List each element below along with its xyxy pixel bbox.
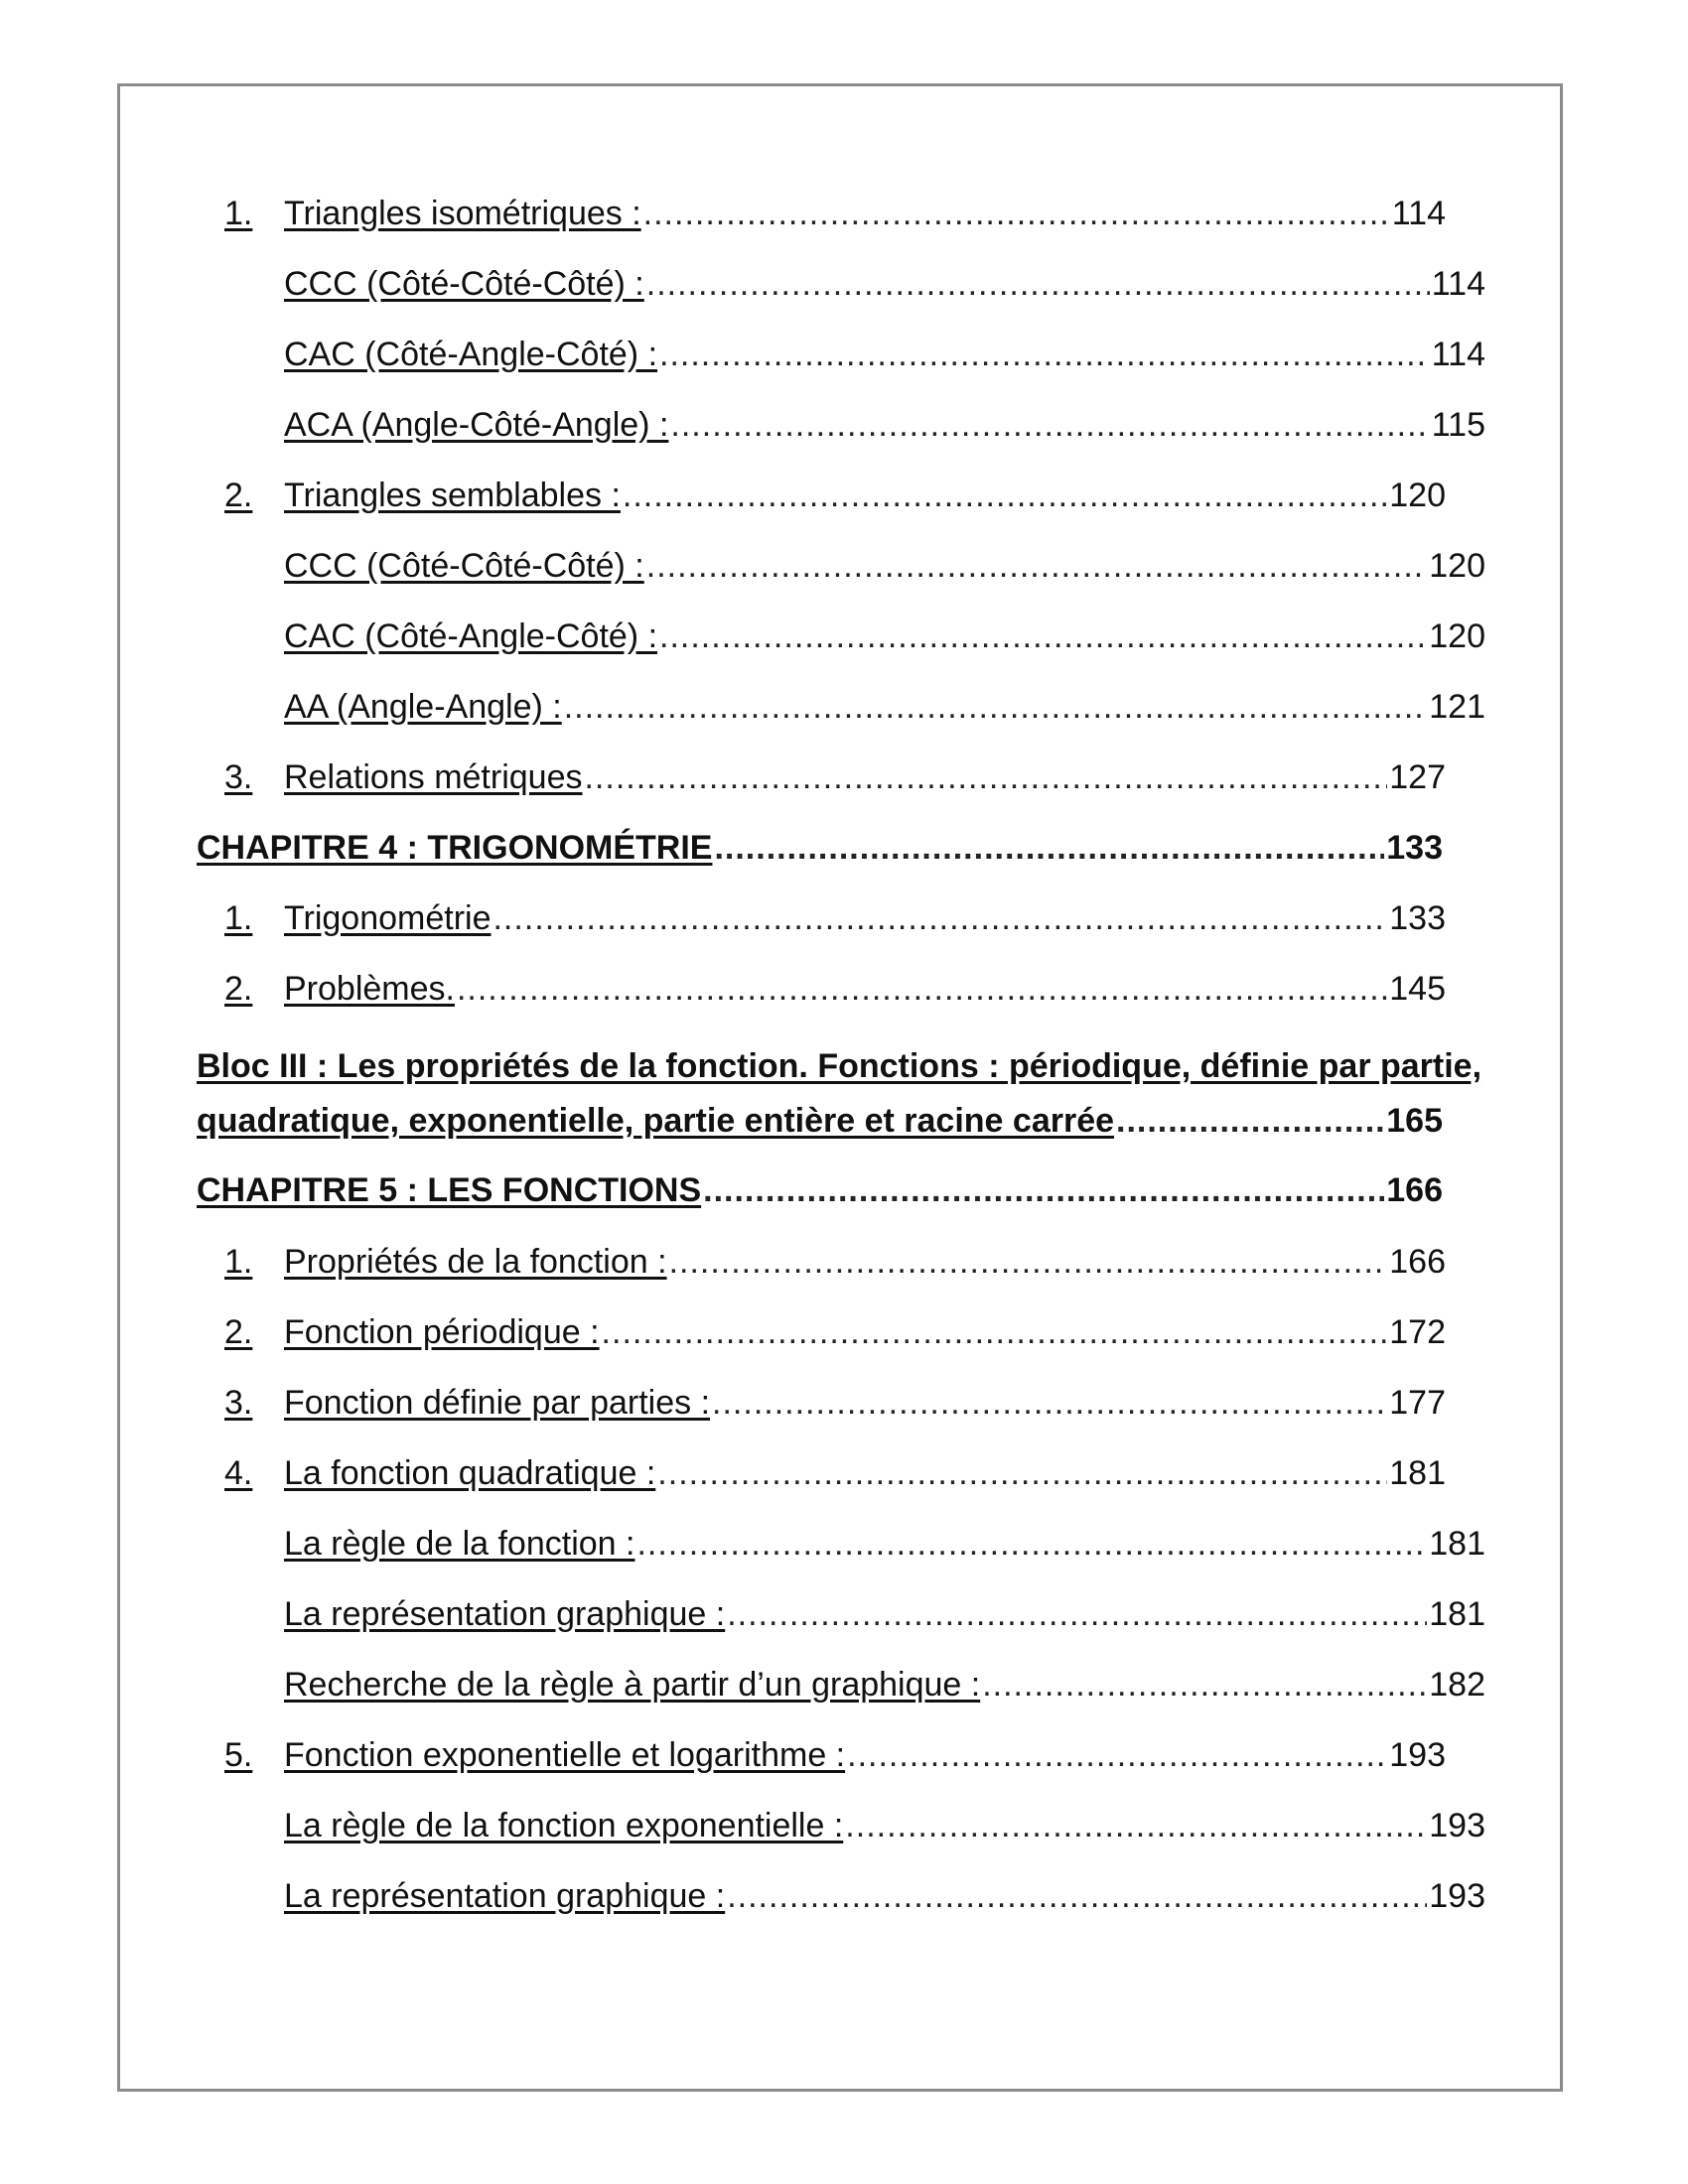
toc-entry-title[interactable]: La représentation graphique : <box>284 1877 726 1915</box>
toc-bloc-title-line2[interactable]: quadratique, exponentielle, partie entière et racine carrée <box>197 1102 1115 1140</box>
toc-entry-page: 133 <box>1386 829 1443 867</box>
toc-entry-title[interactable]: CCC (Côté-Côté-Côté) : <box>284 547 644 585</box>
toc-bloc-entry[interactable] <box>197 1102 1443 1141</box>
toc-entry-title[interactable]: Triangles semblables : <box>284 477 621 514</box>
toc-entry-page: 133 <box>1389 899 1446 937</box>
toc-leader-dots <box>623 477 1387 515</box>
toc-entry-page: 193 <box>1429 1877 1485 1915</box>
toc-leader-dots <box>714 829 1384 868</box>
toc-entry-page: 166 <box>1386 1171 1443 1209</box>
toc-leader-dots <box>602 1313 1388 1352</box>
toc-entry-page: 145 <box>1389 970 1446 1008</box>
toc-leader-dots <box>670 406 1429 445</box>
toc-leader-dots <box>659 336 1430 374</box>
toc-entry[interactable] <box>284 1807 1485 1845</box>
toc-leader-dots <box>636 1525 1427 1564</box>
toc-leader-dots <box>646 547 1428 586</box>
toc-entry-title[interactable]: Fonction exponentielle et logarithme : <box>284 1736 846 1774</box>
toc-entry[interactable] <box>284 688 1485 727</box>
toc-chapter-title[interactable]: CHAPITRE 4 : TRIGONOMÉTRIE <box>197 829 713 867</box>
toc-entry-title[interactable]: CCC (Côté-Côté-Côté) : <box>284 265 644 303</box>
toc-leader-dots <box>564 688 1428 727</box>
toc-entry-number: 2. <box>224 970 253 1008</box>
toc-entry-title[interactable]: Triangles isométriques : <box>284 195 641 232</box>
toc-leader-dots <box>727 1877 1427 1916</box>
toc-leader-dots <box>646 265 1430 304</box>
toc-entry-page: 181 <box>1429 1595 1485 1633</box>
toc-entry-title[interactable]: ACA (Angle-Côté-Angle) : <box>284 406 669 444</box>
toc-leader-dots <box>457 970 1387 1009</box>
toc-entry-title[interactable]: La fonction quadratique : <box>284 1454 656 1492</box>
toc-entry[interactable] <box>284 1877 1485 1916</box>
toc-entry-number: 5. <box>224 1736 253 1774</box>
toc-entry-title[interactable]: La représentation graphique : <box>284 1595 726 1633</box>
toc-entry-page: 114 <box>1431 336 1485 373</box>
toc-entry-page: 166 <box>1389 1243 1446 1281</box>
toc-entry-title[interactable]: AA (Angle-Angle) : <box>284 688 562 726</box>
toc-leader-dots <box>669 1243 1388 1282</box>
toc-entry[interactable] <box>284 1525 1485 1564</box>
toc-entry[interactable] <box>284 1666 1485 1705</box>
toc-entry[interactable] <box>284 1595 1485 1634</box>
toc-entry[interactable] <box>284 547 1485 586</box>
toc-entry[interactable] <box>284 1384 1446 1423</box>
toc-leader-dots <box>657 1454 1387 1493</box>
toc-entry-number: 3. <box>224 758 253 796</box>
toc-leader-dots <box>584 758 1387 797</box>
toc-bloc-title-line1[interactable]: Bloc III : Les propriétés de la fonction. Fonctions : périodique, définie par partie, <box>197 1047 1482 1085</box>
toc-entry-title[interactable]: Propriétés de la fonction : <box>284 1243 667 1281</box>
toc-entry[interactable] <box>284 1454 1446 1493</box>
toc-entry-number: 2. <box>224 1313 253 1351</box>
toc-entry[interactable] <box>284 195 1446 233</box>
toc-entry-title[interactable]: CAC (Côté-Angle-Côté) : <box>284 617 658 655</box>
toc-entry-title[interactable]: Fonction périodique : <box>284 1313 600 1351</box>
toc-entry-page: 115 <box>1431 406 1485 444</box>
toc-entry-page: 181 <box>1389 1454 1446 1492</box>
toc-entry-page: 121 <box>1429 688 1485 726</box>
toc-entry-title[interactable]: Recherche de la règle à partir d’un graphique : <box>284 1666 981 1704</box>
toc-entry[interactable] <box>284 1313 1446 1352</box>
toc-entry-title[interactable]: Fonction définie par parties : <box>284 1384 711 1422</box>
toc-entry-number: 1. <box>224 1243 253 1281</box>
toc-leader-dots <box>712 1384 1387 1423</box>
toc-leader-dots <box>1116 1102 1384 1141</box>
toc-entry-title[interactable]: CAC (Côté-Angle-Côté) : <box>284 336 658 373</box>
toc-entry-page: 114 <box>1431 265 1485 303</box>
toc-leader-dots <box>659 617 1427 656</box>
toc-leader-dots <box>847 1736 1387 1775</box>
toc-entry-page: 193 <box>1429 1807 1485 1844</box>
toc-entry-page: 193 <box>1389 1736 1446 1774</box>
toc-entry-number: 1. <box>224 195 253 232</box>
toc-leader-dots <box>703 1171 1384 1210</box>
toc-entry[interactable] <box>284 617 1485 656</box>
toc-chapter-entry[interactable] <box>197 829 1443 868</box>
toc-entry[interactable] <box>284 970 1446 1009</box>
toc-entry-number: 3. <box>224 1384 253 1422</box>
toc-leader-dots <box>845 1807 1427 1845</box>
toc-entry-number: 1. <box>224 899 253 937</box>
toc-entry-page: 114 <box>1391 195 1446 232</box>
toc-entry[interactable] <box>284 336 1485 374</box>
toc-entry-page: 120 <box>1429 617 1485 655</box>
toc-entry[interactable] <box>284 265 1485 304</box>
toc-entry-page: 127 <box>1389 758 1446 796</box>
toc-entry-page: 181 <box>1429 1525 1485 1563</box>
toc-entry[interactable] <box>284 1736 1446 1775</box>
toc-chapter-entry[interactable] <box>197 1171 1443 1210</box>
toc-entry-title[interactable]: Relations métriques <box>284 758 583 796</box>
toc-entry[interactable] <box>284 406 1485 445</box>
toc-entry[interactable] <box>284 477 1446 515</box>
toc-entry[interactable] <box>284 758 1446 797</box>
toc-entry-title[interactable]: La règle de la fonction : <box>284 1525 635 1563</box>
toc-entry-page: 120 <box>1429 547 1485 585</box>
toc-entry-title[interactable]: Problèmes. <box>284 970 455 1008</box>
toc-entry-page: 165 <box>1386 1102 1443 1140</box>
toc-entry[interactable] <box>284 899 1446 938</box>
toc-entry-page: 177 <box>1389 1384 1446 1422</box>
toc-entry-number: 4. <box>224 1454 253 1492</box>
toc-entry-number: 2. <box>224 477 253 514</box>
toc-chapter-title[interactable]: CHAPITRE 5 : LES FONCTIONS <box>197 1171 702 1209</box>
toc-entry-title[interactable]: Trigonométrie <box>284 899 492 937</box>
toc-entry-title[interactable]: La règle de la fonction exponentielle : <box>284 1807 844 1844</box>
toc-entry-page: 182 <box>1429 1666 1485 1704</box>
toc-leader-dots <box>643 195 1390 233</box>
toc-entry-page: 172 <box>1389 1313 1446 1351</box>
toc-entry-page: 120 <box>1389 477 1446 514</box>
toc-leader-dots <box>727 1595 1427 1634</box>
toc-entry[interactable] <box>284 1243 1446 1282</box>
toc-leader-dots <box>982 1666 1427 1705</box>
toc-leader-dots <box>492 899 1387 938</box>
